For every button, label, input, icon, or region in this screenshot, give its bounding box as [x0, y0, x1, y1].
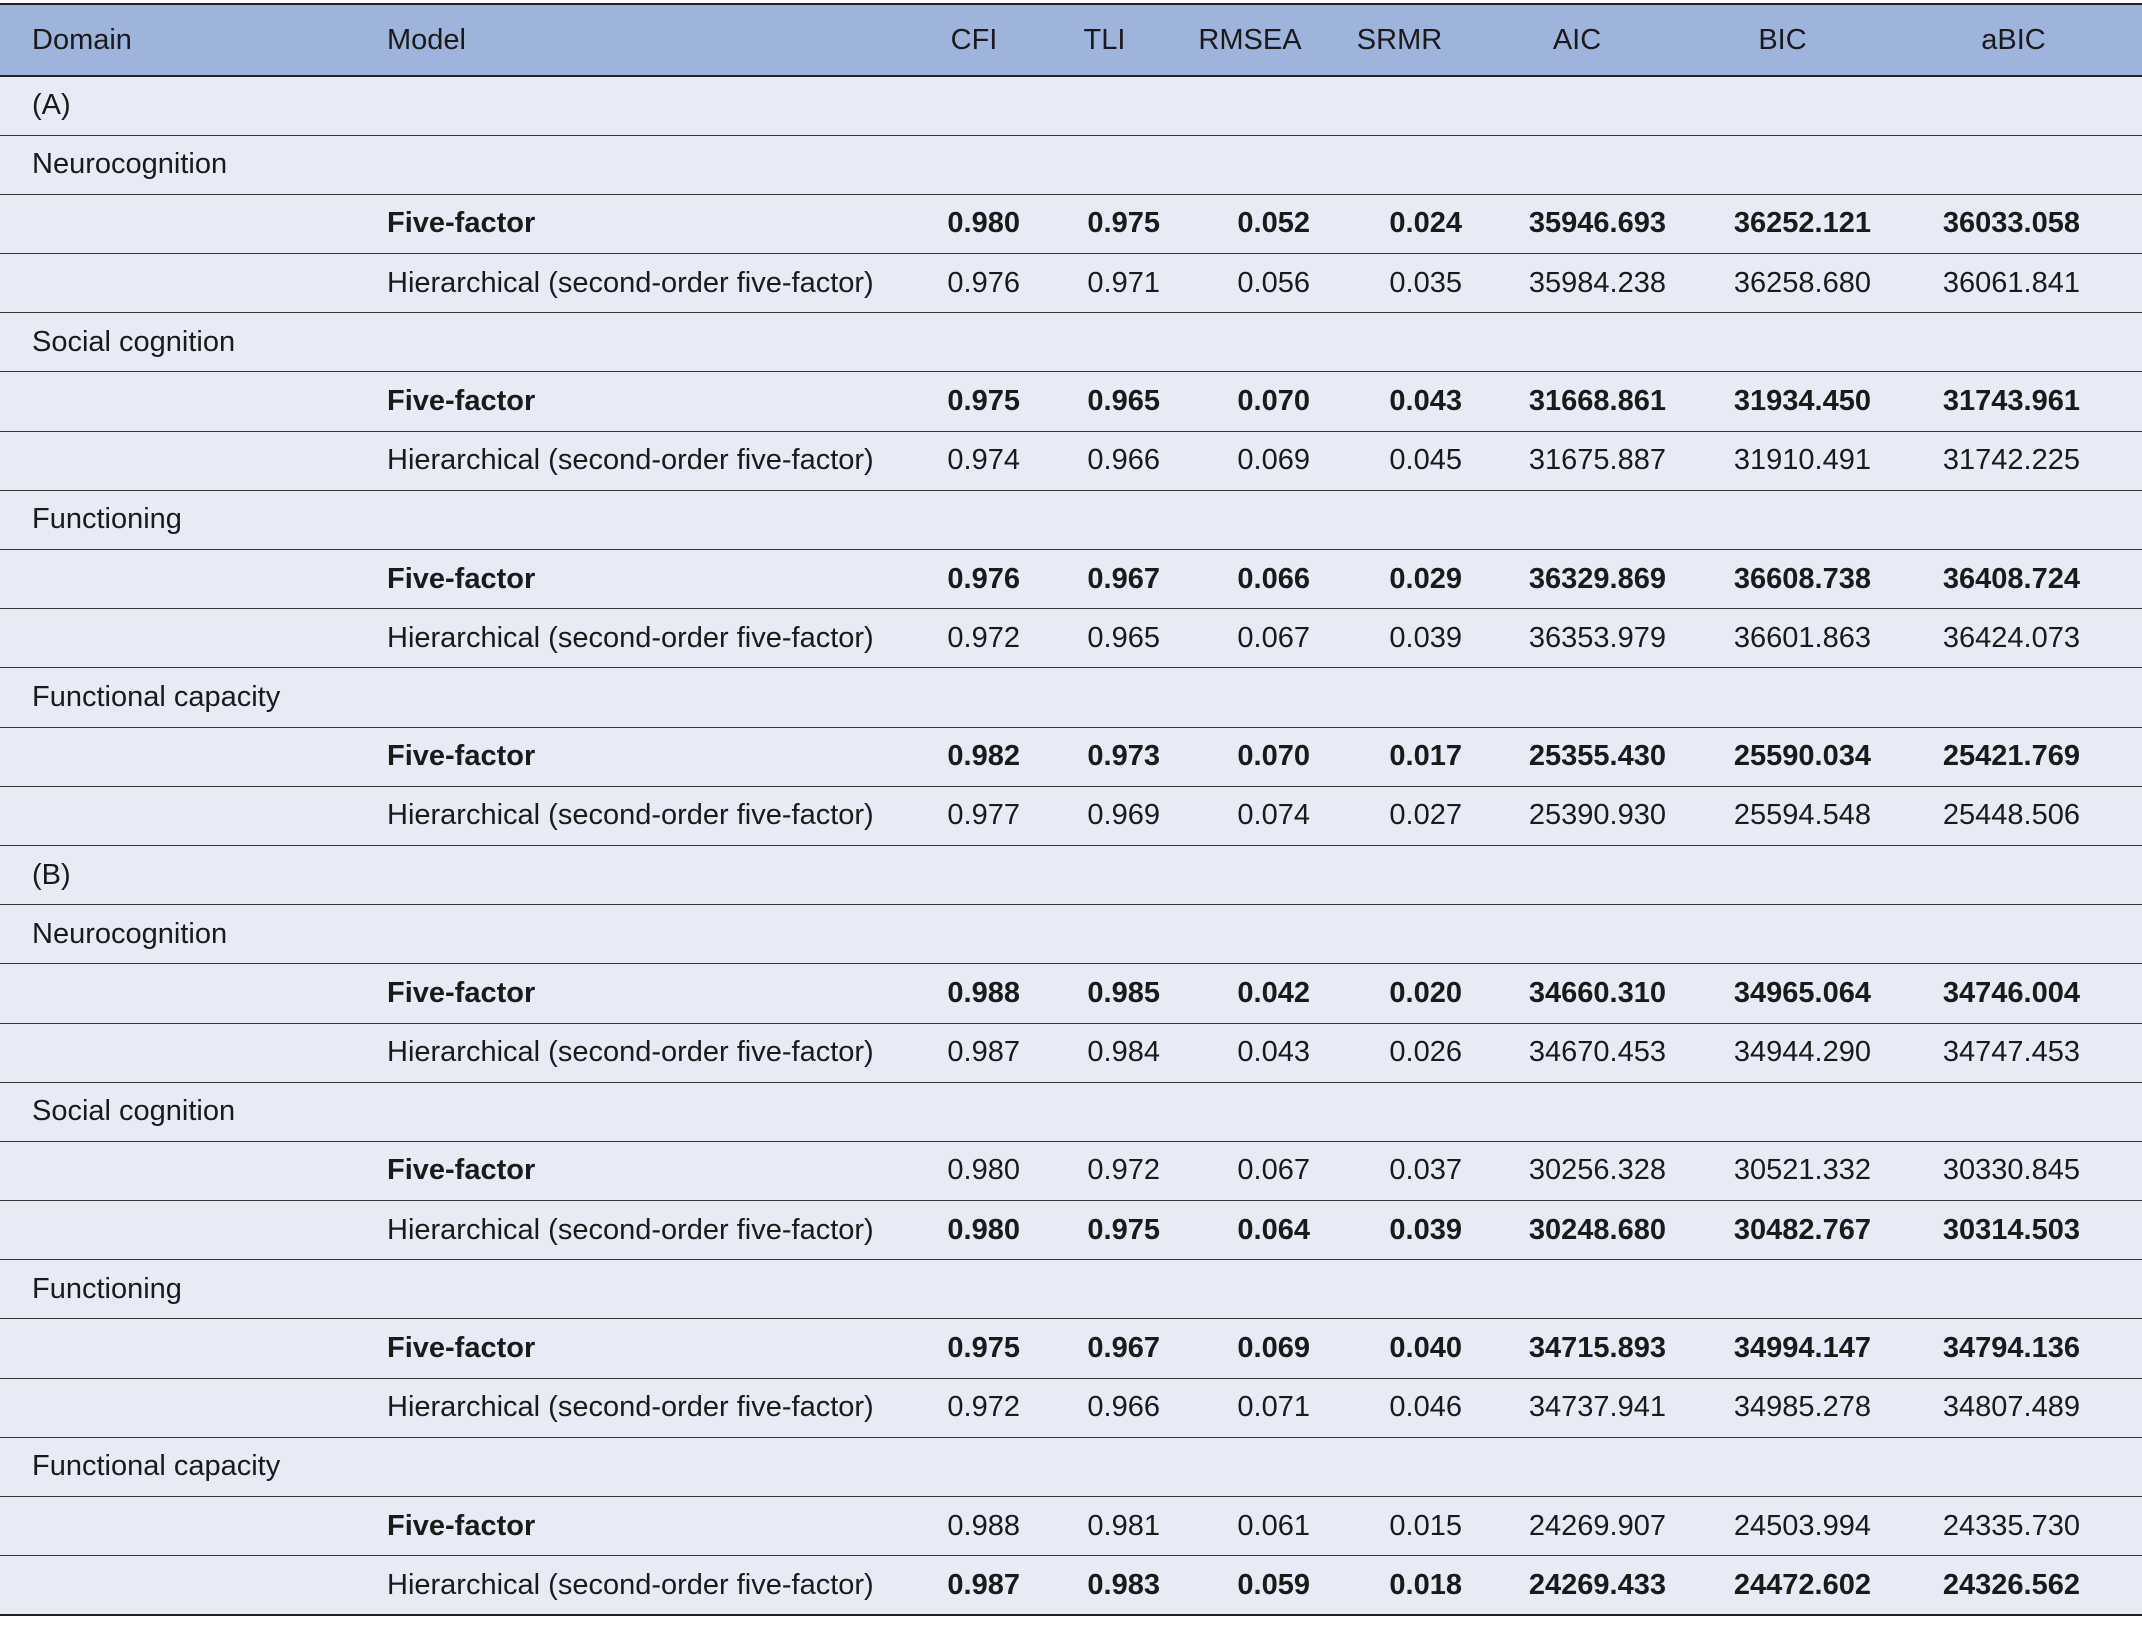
header-bic: BIC: [1680, 4, 1885, 76]
srmr-cell: 0.037: [1325, 1141, 1474, 1200]
srmr-cell: 0.015: [1325, 1497, 1474, 1556]
cfi-cell: 0.975: [914, 1319, 1034, 1378]
cfi-cell: 0.974: [914, 431, 1034, 490]
tli-cell: 0.967: [1034, 1319, 1175, 1378]
rmsea-cell: 0.066: [1175, 550, 1325, 609]
model-cell: Hierarchical (second-order five-factor): [354, 1023, 914, 1082]
rmsea-cell: 0.067: [1175, 1141, 1325, 1200]
cfi-cell: 0.975: [914, 372, 1034, 431]
cfi-cell: 0.976: [914, 254, 1034, 313]
table-row: [0, 550, 2142, 609]
abic-cell: 34794.136: [1885, 1319, 2142, 1378]
domain-row: [0, 313, 2142, 372]
domain-label: Functional capacity: [0, 668, 2142, 727]
srmr-cell: 0.040: [1325, 1319, 1474, 1378]
tli-cell: 0.965: [1034, 609, 1175, 668]
aic-cell: 30248.680: [1474, 1201, 1680, 1260]
abic-cell: 34807.489: [1885, 1378, 2142, 1437]
table-row: [0, 1319, 2142, 1378]
abic-cell: 36061.841: [1885, 254, 2142, 313]
tli-cell: 0.984: [1034, 1023, 1175, 1082]
aic-cell: 36329.869: [1474, 550, 1680, 609]
cfi-cell: 0.988: [914, 964, 1034, 1023]
bic-cell: 36608.738: [1680, 550, 1885, 609]
domain-label: Social cognition: [0, 313, 2142, 372]
bic-cell: 25594.548: [1680, 786, 1885, 845]
srmr-cell: 0.035: [1325, 254, 1474, 313]
model-cell: Hierarchical (second-order five-factor): [354, 1378, 914, 1437]
abic-cell: 36408.724: [1885, 550, 2142, 609]
table-row: [0, 609, 2142, 668]
section-label: (A): [0, 76, 2142, 135]
domain-cell: [0, 550, 354, 609]
table-row: [0, 1378, 2142, 1437]
domain-label: Functioning: [0, 490, 2142, 549]
table-body: [0, 76, 2142, 1615]
abic-cell: 36033.058: [1885, 194, 2142, 253]
aic-cell: 34737.941: [1474, 1378, 1680, 1437]
srmr-cell: 0.027: [1325, 786, 1474, 845]
rmsea-cell: 0.056: [1175, 254, 1325, 313]
model-cell: Hierarchical (second-order five-factor): [354, 609, 914, 668]
bic-cell: 31934.450: [1680, 372, 1885, 431]
table-row: [0, 431, 2142, 490]
cfi-cell: 0.972: [914, 609, 1034, 668]
bic-cell: 30482.767: [1680, 1201, 1885, 1260]
bic-cell: 36252.121: [1680, 194, 1885, 253]
rmsea-cell: 0.070: [1175, 372, 1325, 431]
model-fit-table: [0, 3, 2142, 1616]
rmsea-cell: 0.069: [1175, 1319, 1325, 1378]
cfi-cell: 0.980: [914, 1141, 1034, 1200]
header-tli: TLI: [1034, 4, 1175, 76]
domain-row: [0, 1260, 2142, 1319]
domain-cell: [0, 1201, 354, 1260]
abic-cell: 30314.503: [1885, 1201, 2142, 1260]
tli-cell: 0.966: [1034, 431, 1175, 490]
model-cell: Hierarchical (second-order five-factor): [354, 254, 914, 313]
table-row: [0, 1201, 2142, 1260]
domain-row: [0, 1082, 2142, 1141]
domain-label: Neurocognition: [0, 905, 2142, 964]
table-row: [0, 1497, 2142, 1556]
abic-cell: 25448.506: [1885, 786, 2142, 845]
cfi-cell: 0.980: [914, 1201, 1034, 1260]
abic-cell: 24326.562: [1885, 1556, 2142, 1615]
srmr-cell: 0.043: [1325, 372, 1474, 431]
cfi-cell: 0.987: [914, 1023, 1034, 1082]
domain-cell: [0, 786, 354, 845]
aic-cell: 36353.979: [1474, 609, 1680, 668]
srmr-cell: 0.018: [1325, 1556, 1474, 1615]
aic-cell: 24269.433: [1474, 1556, 1680, 1615]
domain-cell: [0, 1023, 354, 1082]
abic-cell: 34747.453: [1885, 1023, 2142, 1082]
model-cell: Hierarchical (second-order five-factor): [354, 786, 914, 845]
aic-cell: 34715.893: [1474, 1319, 1680, 1378]
header-srmr: SRMR: [1325, 4, 1474, 76]
table-row: [0, 964, 2142, 1023]
model-cell: Five-factor: [354, 194, 914, 253]
model-cell: Five-factor: [354, 1319, 914, 1378]
domain-cell: [0, 254, 354, 313]
aic-cell: 35946.693: [1474, 194, 1680, 253]
bic-cell: 34994.147: [1680, 1319, 1885, 1378]
abic-cell: 30330.845: [1885, 1141, 2142, 1200]
cfi-cell: 0.980: [914, 194, 1034, 253]
domain-cell: [0, 1556, 354, 1615]
aic-cell: 34660.310: [1474, 964, 1680, 1023]
header-rmsea: RMSEA: [1175, 4, 1325, 76]
abic-cell: 34746.004: [1885, 964, 2142, 1023]
domain-row: [0, 490, 2142, 549]
aic-cell: 30256.328: [1474, 1141, 1680, 1200]
aic-cell: 24269.907: [1474, 1497, 1680, 1556]
domain-row: [0, 905, 2142, 964]
table-row: [0, 372, 2142, 431]
tli-cell: 0.975: [1034, 1201, 1175, 1260]
domain-cell: [0, 1141, 354, 1200]
rmsea-cell: 0.071: [1175, 1378, 1325, 1437]
domain-row: [0, 1437, 2142, 1496]
cfi-cell: 0.987: [914, 1556, 1034, 1615]
cfi-cell: 0.982: [914, 727, 1034, 786]
model-cell: Hierarchical (second-order five-factor): [354, 1556, 914, 1615]
bic-cell: 34985.278: [1680, 1378, 1885, 1437]
srmr-cell: 0.029: [1325, 550, 1474, 609]
table-row: [0, 727, 2142, 786]
tli-cell: 0.975: [1034, 194, 1175, 253]
table-row: [0, 254, 2142, 313]
aic-cell: 35984.238: [1474, 254, 1680, 313]
bic-cell: 24503.994: [1680, 1497, 1885, 1556]
bic-cell: 34965.064: [1680, 964, 1885, 1023]
domain-cell: [0, 1497, 354, 1556]
srmr-cell: 0.024: [1325, 194, 1474, 253]
model-cell: Five-factor: [354, 550, 914, 609]
bic-cell: 25590.034: [1680, 727, 1885, 786]
srmr-cell: 0.039: [1325, 1201, 1474, 1260]
model-cell: Five-factor: [354, 1497, 914, 1556]
domain-label: Social cognition: [0, 1082, 2142, 1141]
tli-cell: 0.967: [1034, 550, 1175, 609]
bic-cell: 30521.332: [1680, 1141, 1885, 1200]
model-cell: Five-factor: [354, 964, 914, 1023]
cfi-cell: 0.977: [914, 786, 1034, 845]
bic-cell: 36601.863: [1680, 609, 1885, 668]
table-header: [0, 4, 2142, 76]
abic-cell: 31743.961: [1885, 372, 2142, 431]
tli-cell: 0.985: [1034, 964, 1175, 1023]
abic-cell: 31742.225: [1885, 431, 2142, 490]
bic-cell: 24472.602: [1680, 1556, 1885, 1615]
domain-cell: [0, 727, 354, 786]
domain-cell: [0, 431, 354, 490]
model-cell: Hierarchical (second-order five-factor): [354, 1201, 914, 1260]
header-domain: Domain: [0, 4, 354, 76]
table-row: [0, 1023, 2142, 1082]
tli-cell: 0.965: [1034, 372, 1175, 431]
header-aic: AIC: [1474, 4, 1680, 76]
header-model: Model: [354, 4, 914, 76]
table-row: [0, 194, 2142, 253]
tli-cell: 0.981: [1034, 1497, 1175, 1556]
header-abic: aBIC: [1885, 4, 2142, 76]
aic-cell: 25355.430: [1474, 727, 1680, 786]
domain-row: [0, 135, 2142, 194]
domain-cell: [0, 964, 354, 1023]
aic-cell: 25390.930: [1474, 786, 1680, 845]
bic-cell: 31910.491: [1680, 431, 1885, 490]
domain-row: [0, 668, 2142, 727]
section-row: [0, 76, 2142, 135]
domain-cell: [0, 1378, 354, 1437]
cfi-cell: 0.972: [914, 1378, 1034, 1437]
section-row: [0, 845, 2142, 904]
aic-cell: 31675.887: [1474, 431, 1680, 490]
srmr-cell: 0.017: [1325, 727, 1474, 786]
rmsea-cell: 0.042: [1175, 964, 1325, 1023]
rmsea-cell: 0.064: [1175, 1201, 1325, 1260]
tli-cell: 0.973: [1034, 727, 1175, 786]
bic-cell: 34944.290: [1680, 1023, 1885, 1082]
srmr-cell: 0.046: [1325, 1378, 1474, 1437]
domain-cell: [0, 1319, 354, 1378]
srmr-cell: 0.045: [1325, 431, 1474, 490]
domain-cell: [0, 372, 354, 431]
abic-cell: 25421.769: [1885, 727, 2142, 786]
rmsea-cell: 0.069: [1175, 431, 1325, 490]
tli-cell: 0.972: [1034, 1141, 1175, 1200]
abic-cell: 36424.073: [1885, 609, 2142, 668]
domain-label: Neurocognition: [0, 135, 2142, 194]
table-row: [0, 786, 2142, 845]
srmr-cell: 0.020: [1325, 964, 1474, 1023]
domain-cell: [0, 194, 354, 253]
header-row: [0, 4, 2142, 76]
rmsea-cell: 0.070: [1175, 727, 1325, 786]
model-cell: Hierarchical (second-order five-factor): [354, 431, 914, 490]
abic-cell: 24335.730: [1885, 1497, 2142, 1556]
rmsea-cell: 0.043: [1175, 1023, 1325, 1082]
section-label: (B): [0, 845, 2142, 904]
aic-cell: 31668.861: [1474, 372, 1680, 431]
model-cell: Five-factor: [354, 727, 914, 786]
srmr-cell: 0.026: [1325, 1023, 1474, 1082]
cfi-cell: 0.988: [914, 1497, 1034, 1556]
cfi-cell: 0.976: [914, 550, 1034, 609]
srmr-cell: 0.039: [1325, 609, 1474, 668]
rmsea-cell: 0.052: [1175, 194, 1325, 253]
domain-label: Functioning: [0, 1260, 2142, 1319]
tli-cell: 0.983: [1034, 1556, 1175, 1615]
table-row: [0, 1556, 2142, 1615]
tli-cell: 0.971: [1034, 254, 1175, 313]
domain-label: Functional capacity: [0, 1437, 2142, 1496]
model-cell: Five-factor: [354, 1141, 914, 1200]
tli-cell: 0.966: [1034, 1378, 1175, 1437]
model-cell: Five-factor: [354, 372, 914, 431]
rmsea-cell: 0.074: [1175, 786, 1325, 845]
tli-cell: 0.969: [1034, 786, 1175, 845]
rmsea-cell: 0.067: [1175, 609, 1325, 668]
rmsea-cell: 0.061: [1175, 1497, 1325, 1556]
header-cfi: CFI: [914, 4, 1034, 76]
bic-cell: 36258.680: [1680, 254, 1885, 313]
rmsea-cell: 0.059: [1175, 1556, 1325, 1615]
aic-cell: 34670.453: [1474, 1023, 1680, 1082]
table-row: [0, 1141, 2142, 1200]
domain-cell: [0, 609, 354, 668]
